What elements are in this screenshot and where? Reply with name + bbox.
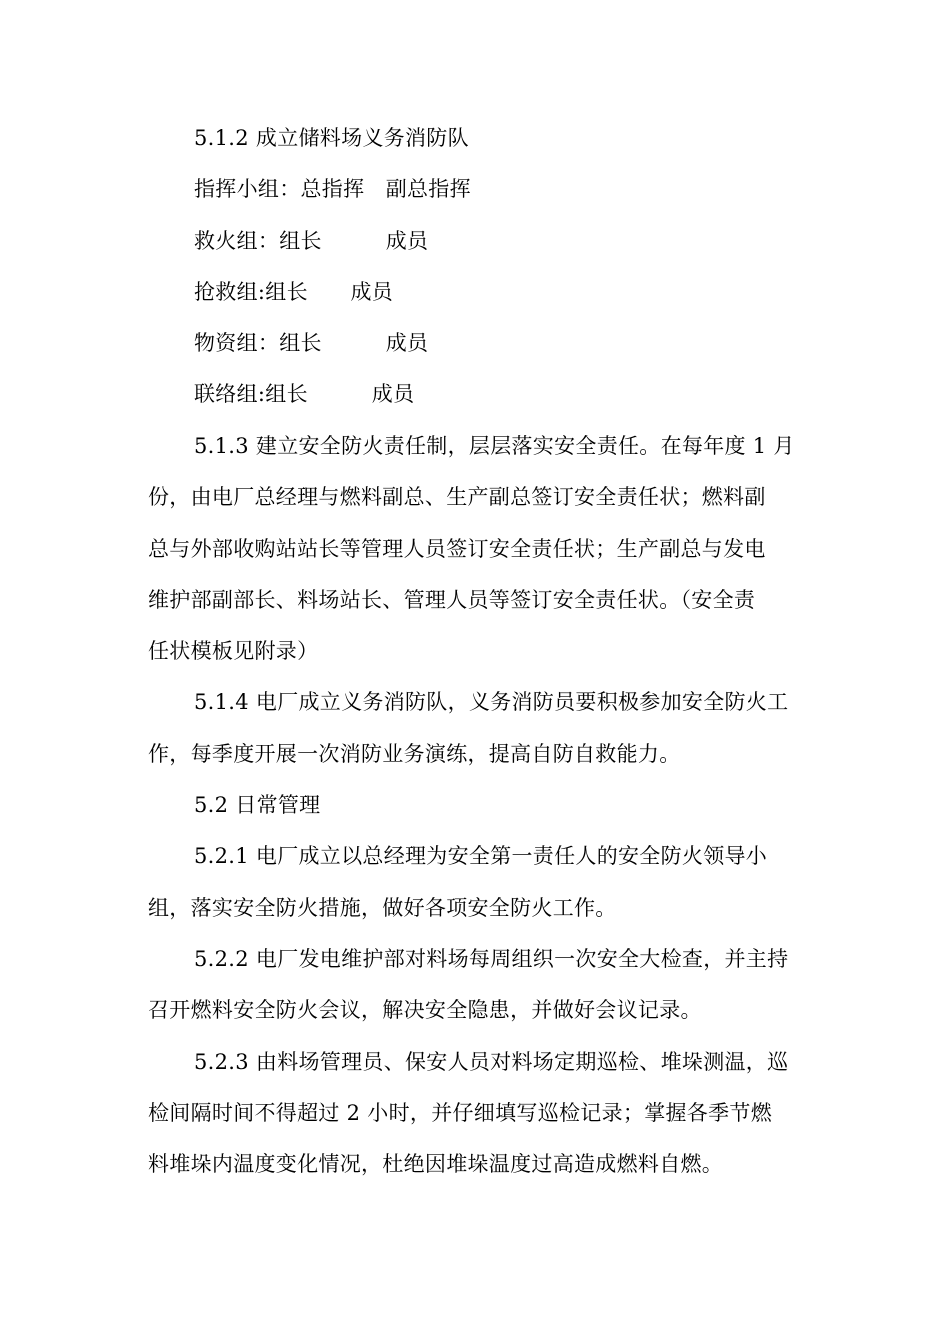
section-heading-5-2: 5.2 日常管理	[194, 793, 321, 817]
firefighting-group-line: 救火组：组长 成员	[194, 229, 429, 253]
liaison-group-line: 联络组:组长 成员	[194, 382, 415, 406]
paragraph-5-2-2-line-1: 5.2.2 电厂发电维护部对料场每周组织一次安全大检查，并主持	[194, 947, 789, 971]
paragraph-5-1-4-line-1: 5.1.4 电厂成立义务消防队，义务消防员要积极参加安全防火工	[194, 690, 789, 714]
paragraph-5-2-1-line-2: 组，落实安全防火措施，做好各项安全防火工作。	[148, 896, 617, 920]
paragraph-5-2-3-line-1: 5.2.3 由料场管理员、保安人员对料场定期巡检、堆垛测温，巡	[194, 1050, 789, 1074]
paragraph-5-1-3-line-2: 份，由电厂总经理与燃料副总、生产副总签订安全责任状；燃料副	[148, 485, 766, 509]
paragraph-5-2-3-line-3: 料堆垛内温度变化情况，杜绝因堆垛温度过高造成燃料自燃。	[148, 1152, 724, 1176]
paragraph-5-2-3-line-2: 检间隔时间不得超过 2 小时，并仔细填写巡检记录；掌握各季节燃	[148, 1101, 773, 1125]
paragraph-5-1-4-line-2: 作，每季度开展一次消防业务演练，提高自防自救能力。	[148, 742, 681, 766]
paragraph-5-1-3-line-1: 5.1.3 建立安全防火责任制，层层落实安全责任。在每年度 1 月	[194, 434, 795, 458]
paragraph-5-1-3-line-4: 维护部副部长、料场站长、管理人员等签订安全责任状。（安全责	[148, 588, 756, 612]
paragraph-5-1-3-line-5: 任状模板见附录）	[148, 639, 319, 663]
section-heading-5-1-2: 5.1.2 成立储料场义务消防队	[194, 126, 469, 150]
paragraph-5-2-1-line-1: 5.2.1 电厂成立以总经理为安全第一责任人的安全防火领导小	[194, 844, 768, 868]
command-group-line: 指挥小组：总指挥 副总指挥	[194, 177, 471, 201]
paragraph-5-1-3-line-3: 总与外部收购站站长等管理人员签订安全责任状；生产副总与发电	[148, 537, 766, 561]
paragraph-5-2-2-line-2: 召开燃料安全防火会议，解决安全隐患，并做好会议记录。	[148, 998, 702, 1022]
supplies-group-line: 物资组：组长 成员	[194, 331, 429, 355]
rescue-group-line: 抢救组:组长 成员	[194, 280, 394, 304]
